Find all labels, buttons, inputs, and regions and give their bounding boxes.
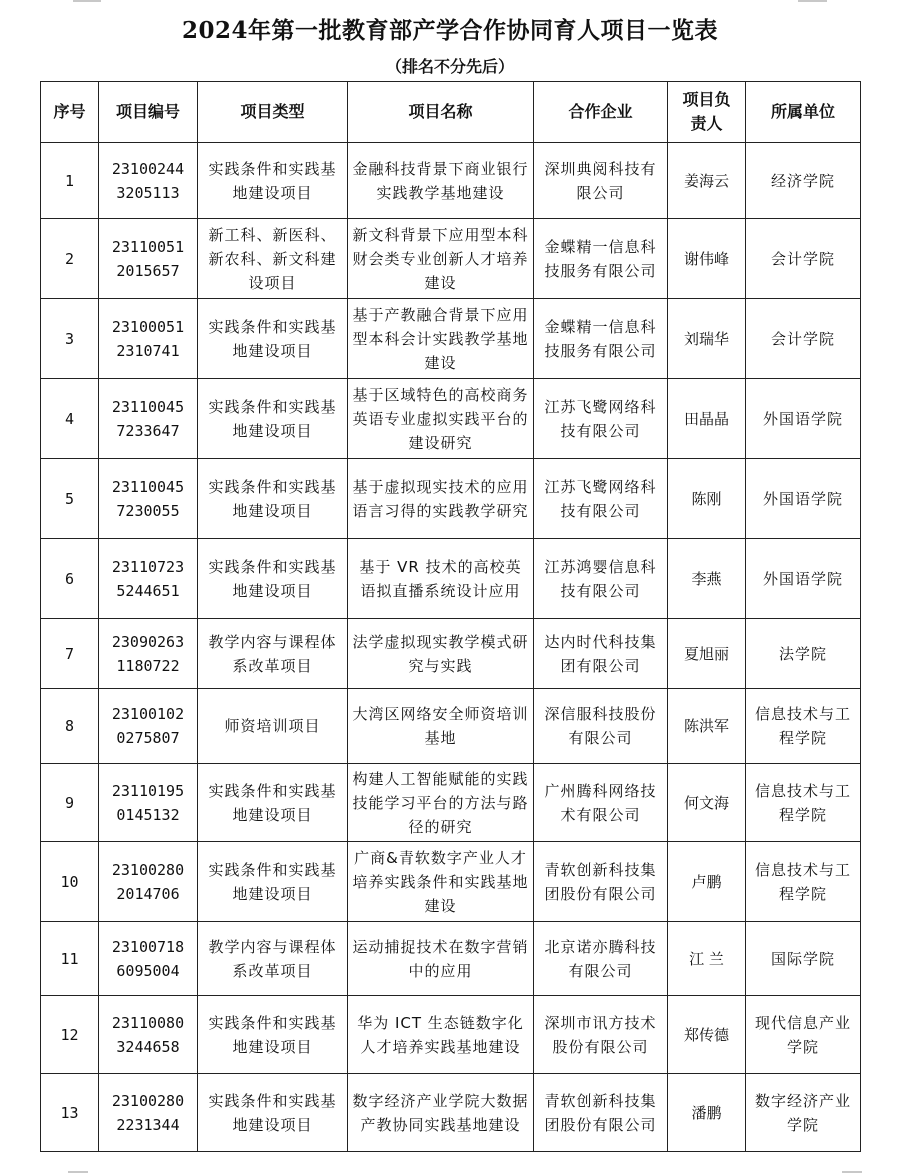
cell-project-name: 基于 VR 技术的高校英语拟直播系统设计应用 [348, 539, 534, 619]
cell-project-type: 实践条件和实践基地建设项目 [198, 379, 348, 459]
header-project-name: 项目名称 [348, 82, 534, 143]
cell-project-leader: 夏旭丽 [668, 619, 746, 689]
cell-project-code: 23100051 2310741 [99, 299, 198, 379]
cell-project-code: 23100718 6095004 [99, 922, 198, 996]
cell-partner-company: 深信服科技股份有限公司 [534, 689, 668, 764]
page-corner-mark-bottom-left [68, 1171, 88, 1173]
cell-partner-company: 青软创新科技集团股份有限公司 [534, 842, 668, 922]
cell-partner-company: 北京诺亦腾科技有限公司 [534, 922, 668, 996]
table-row [41, 922, 861, 996]
cell-project-leader: 卢鹏 [668, 842, 746, 922]
cell-department: 信息技术与工程学院 [746, 764, 861, 842]
cell-department: 会计学院 [746, 219, 861, 299]
cell-index: 2 [41, 219, 99, 299]
cell-index: 5 [41, 459, 99, 539]
header-department: 所属单位 [746, 82, 861, 143]
cell-index: 4 [41, 379, 99, 459]
cell-project-leader: 刘瑞华 [668, 299, 746, 379]
table-row [41, 379, 861, 459]
cell-project-name: 广商&青软数字产业人才培养实践条件和实践基地建设 [348, 842, 534, 922]
cell-project-type: 实践条件和实践基地建设项目 [198, 299, 348, 379]
cell-project-type: 实践条件和实践基地建设项目 [198, 1074, 348, 1152]
cell-index: 1 [41, 143, 99, 219]
cell-project-leader: 何文海 [668, 764, 746, 842]
cell-department: 经济学院 [746, 143, 861, 219]
cell-department: 外国语学院 [746, 539, 861, 619]
cell-project-name: 法学虚拟现实教学模式研究与实践 [348, 619, 534, 689]
cell-index: 13 [41, 1074, 99, 1152]
cell-project-name: 数字经济产业学院大数据产教协同实践基地建设 [348, 1074, 534, 1152]
cell-project-name: 运动捕捉技术在数字营销中的应用 [348, 922, 534, 996]
cell-index: 6 [41, 539, 99, 619]
cell-index: 7 [41, 619, 99, 689]
cell-index: 8 [41, 689, 99, 764]
cell-project-code: 23110045 7233647 [99, 379, 198, 459]
cell-department: 国际学院 [746, 922, 861, 996]
cell-project-name: 构建人工智能赋能的实践技能学习平台的方法与路径的研究 [348, 764, 534, 842]
cell-project-code: 23090263 1180722 [99, 619, 198, 689]
cell-project-type: 实践条件和实践基地建设项目 [198, 842, 348, 922]
table-row [41, 842, 861, 922]
cell-project-type: 实践条件和实践基地建设项目 [198, 539, 348, 619]
cell-project-code: 23110723 5244651 [99, 539, 198, 619]
cell-project-leader: 姜海云 [668, 143, 746, 219]
header-project-type: 项目类型 [198, 82, 348, 143]
cell-project-code: 23110195 0145132 [99, 764, 198, 842]
cell-project-name: 新文科背景下应用型本科财会类专业创新人才培养建设 [348, 219, 534, 299]
cell-department: 外国语学院 [746, 379, 861, 459]
cell-project-type: 教学内容与课程体系改革项目 [198, 619, 348, 689]
cell-index: 9 [41, 764, 99, 842]
cell-project-type: 实践条件和实践基地建设项目 [198, 996, 348, 1074]
table-row [41, 764, 861, 842]
header-project-code: 项目编号 [99, 82, 198, 143]
cell-project-leader: 李燕 [668, 539, 746, 619]
table-row [41, 459, 861, 539]
cell-department: 信息技术与工程学院 [746, 842, 861, 922]
cell-project-type: 实践条件和实践基地建设项目 [198, 764, 348, 842]
cell-project-type: 师资培训项目 [198, 689, 348, 764]
cell-project-code: 23100244 3205113 [99, 143, 198, 219]
cell-partner-company: 青软创新科技集团股份有限公司 [534, 1074, 668, 1152]
cell-department: 会计学院 [746, 299, 861, 379]
cell-partner-company: 深圳典阅科技有限公司 [534, 143, 668, 219]
cell-project-type: 实践条件和实践基地建设项目 [198, 459, 348, 539]
header-index: 序号 [41, 82, 99, 143]
cell-partner-company: 江苏飞鹭网络科技有限公司 [534, 459, 668, 539]
cell-project-leader: 田晶晶 [668, 379, 746, 459]
cell-partner-company: 金蝶精一信息科技服务有限公司 [534, 299, 668, 379]
table-row [41, 219, 861, 299]
cell-project-leader: 江 兰 [668, 922, 746, 996]
cell-project-code: 23110051 2015657 [99, 219, 198, 299]
cell-index: 11 [41, 922, 99, 996]
table-row [41, 1074, 861, 1152]
page-corner-mark-top-right [798, 0, 827, 2]
cell-index: 3 [41, 299, 99, 379]
table-row [41, 299, 861, 379]
cell-project-type: 新工科、新医科、新农科、新文科建设项目 [198, 219, 348, 299]
cell-department: 外国语学院 [746, 459, 861, 539]
cell-project-code: 23110080 3244658 [99, 996, 198, 1074]
cell-department: 现代信息产业学院 [746, 996, 861, 1074]
cell-project-leader: 潘鹏 [668, 1074, 746, 1152]
cell-project-code: 23100280 2231344 [99, 1074, 198, 1152]
cell-project-code: 23100102 0275807 [99, 689, 198, 764]
header-project-leader: 项目负责人 [668, 82, 746, 143]
table-row [41, 539, 861, 619]
cell-project-name: 金融科技背景下商业银行实践教学基地建设 [348, 143, 534, 219]
project-table [40, 81, 861, 1152]
cell-project-code: 23100280 2014706 [99, 842, 198, 922]
cell-project-name: 基于产教融合背景下应用型本科会计实践教学基地建设 [348, 299, 534, 379]
table-row [41, 689, 861, 764]
cell-project-name: 基于虚拟现实技术的应用语言习得的实践教学研究 [348, 459, 534, 539]
cell-project-leader: 陈洪军 [668, 689, 746, 764]
cell-index: 12 [41, 996, 99, 1074]
cell-partner-company: 金蝶精一信息科技服务有限公司 [534, 219, 668, 299]
cell-partner-company: 江苏鸿婴信息科技有限公司 [534, 539, 668, 619]
cell-partner-company: 广州腾科网络技术有限公司 [534, 764, 668, 842]
cell-project-leader: 谢伟峰 [668, 219, 746, 299]
table-row [41, 143, 861, 219]
page-corner-mark-bottom-right [842, 1171, 862, 1173]
cell-department: 法学院 [746, 619, 861, 689]
page-corner-mark-top-left [73, 0, 101, 2]
cell-project-code: 23110045 7230055 [99, 459, 198, 539]
document-title: 2024年第一批教育部产学合作协同育人项目一览表 [181, 17, 718, 44]
cell-partner-company: 深圳市讯方技术股份有限公司 [534, 996, 668, 1074]
cell-project-name: 华为 ICT 生态链数字化人才培养实践基地建设 [348, 996, 534, 1074]
cell-project-type: 教学内容与课程体系改革项目 [198, 922, 348, 996]
document-subtitle: （排名不分先后） [385, 57, 514, 76]
cell-project-type: 实践条件和实践基地建设项目 [198, 143, 348, 219]
cell-project-leader: 陈刚 [668, 459, 746, 539]
cell-department: 信息技术与工程学院 [746, 689, 861, 764]
cell-project-name: 基于区域特色的高校商务英语专业虚拟实践平台的建设研究 [348, 379, 534, 459]
cell-project-leader: 郑传德 [668, 996, 746, 1074]
header-partner-company: 合作企业 [534, 82, 668, 143]
table-header-row [41, 82, 861, 143]
cell-project-name: 大湾区网络安全师资培训基地 [348, 689, 534, 764]
cell-department: 数字经济产业学院 [746, 1074, 861, 1152]
cell-partner-company: 江苏飞鹭网络科技有限公司 [534, 379, 668, 459]
cell-partner-company: 达内时代科技集团有限公司 [534, 619, 668, 689]
cell-index: 10 [41, 842, 99, 922]
table-body [41, 143, 861, 1152]
table-row [41, 996, 861, 1074]
table-row [41, 619, 861, 689]
